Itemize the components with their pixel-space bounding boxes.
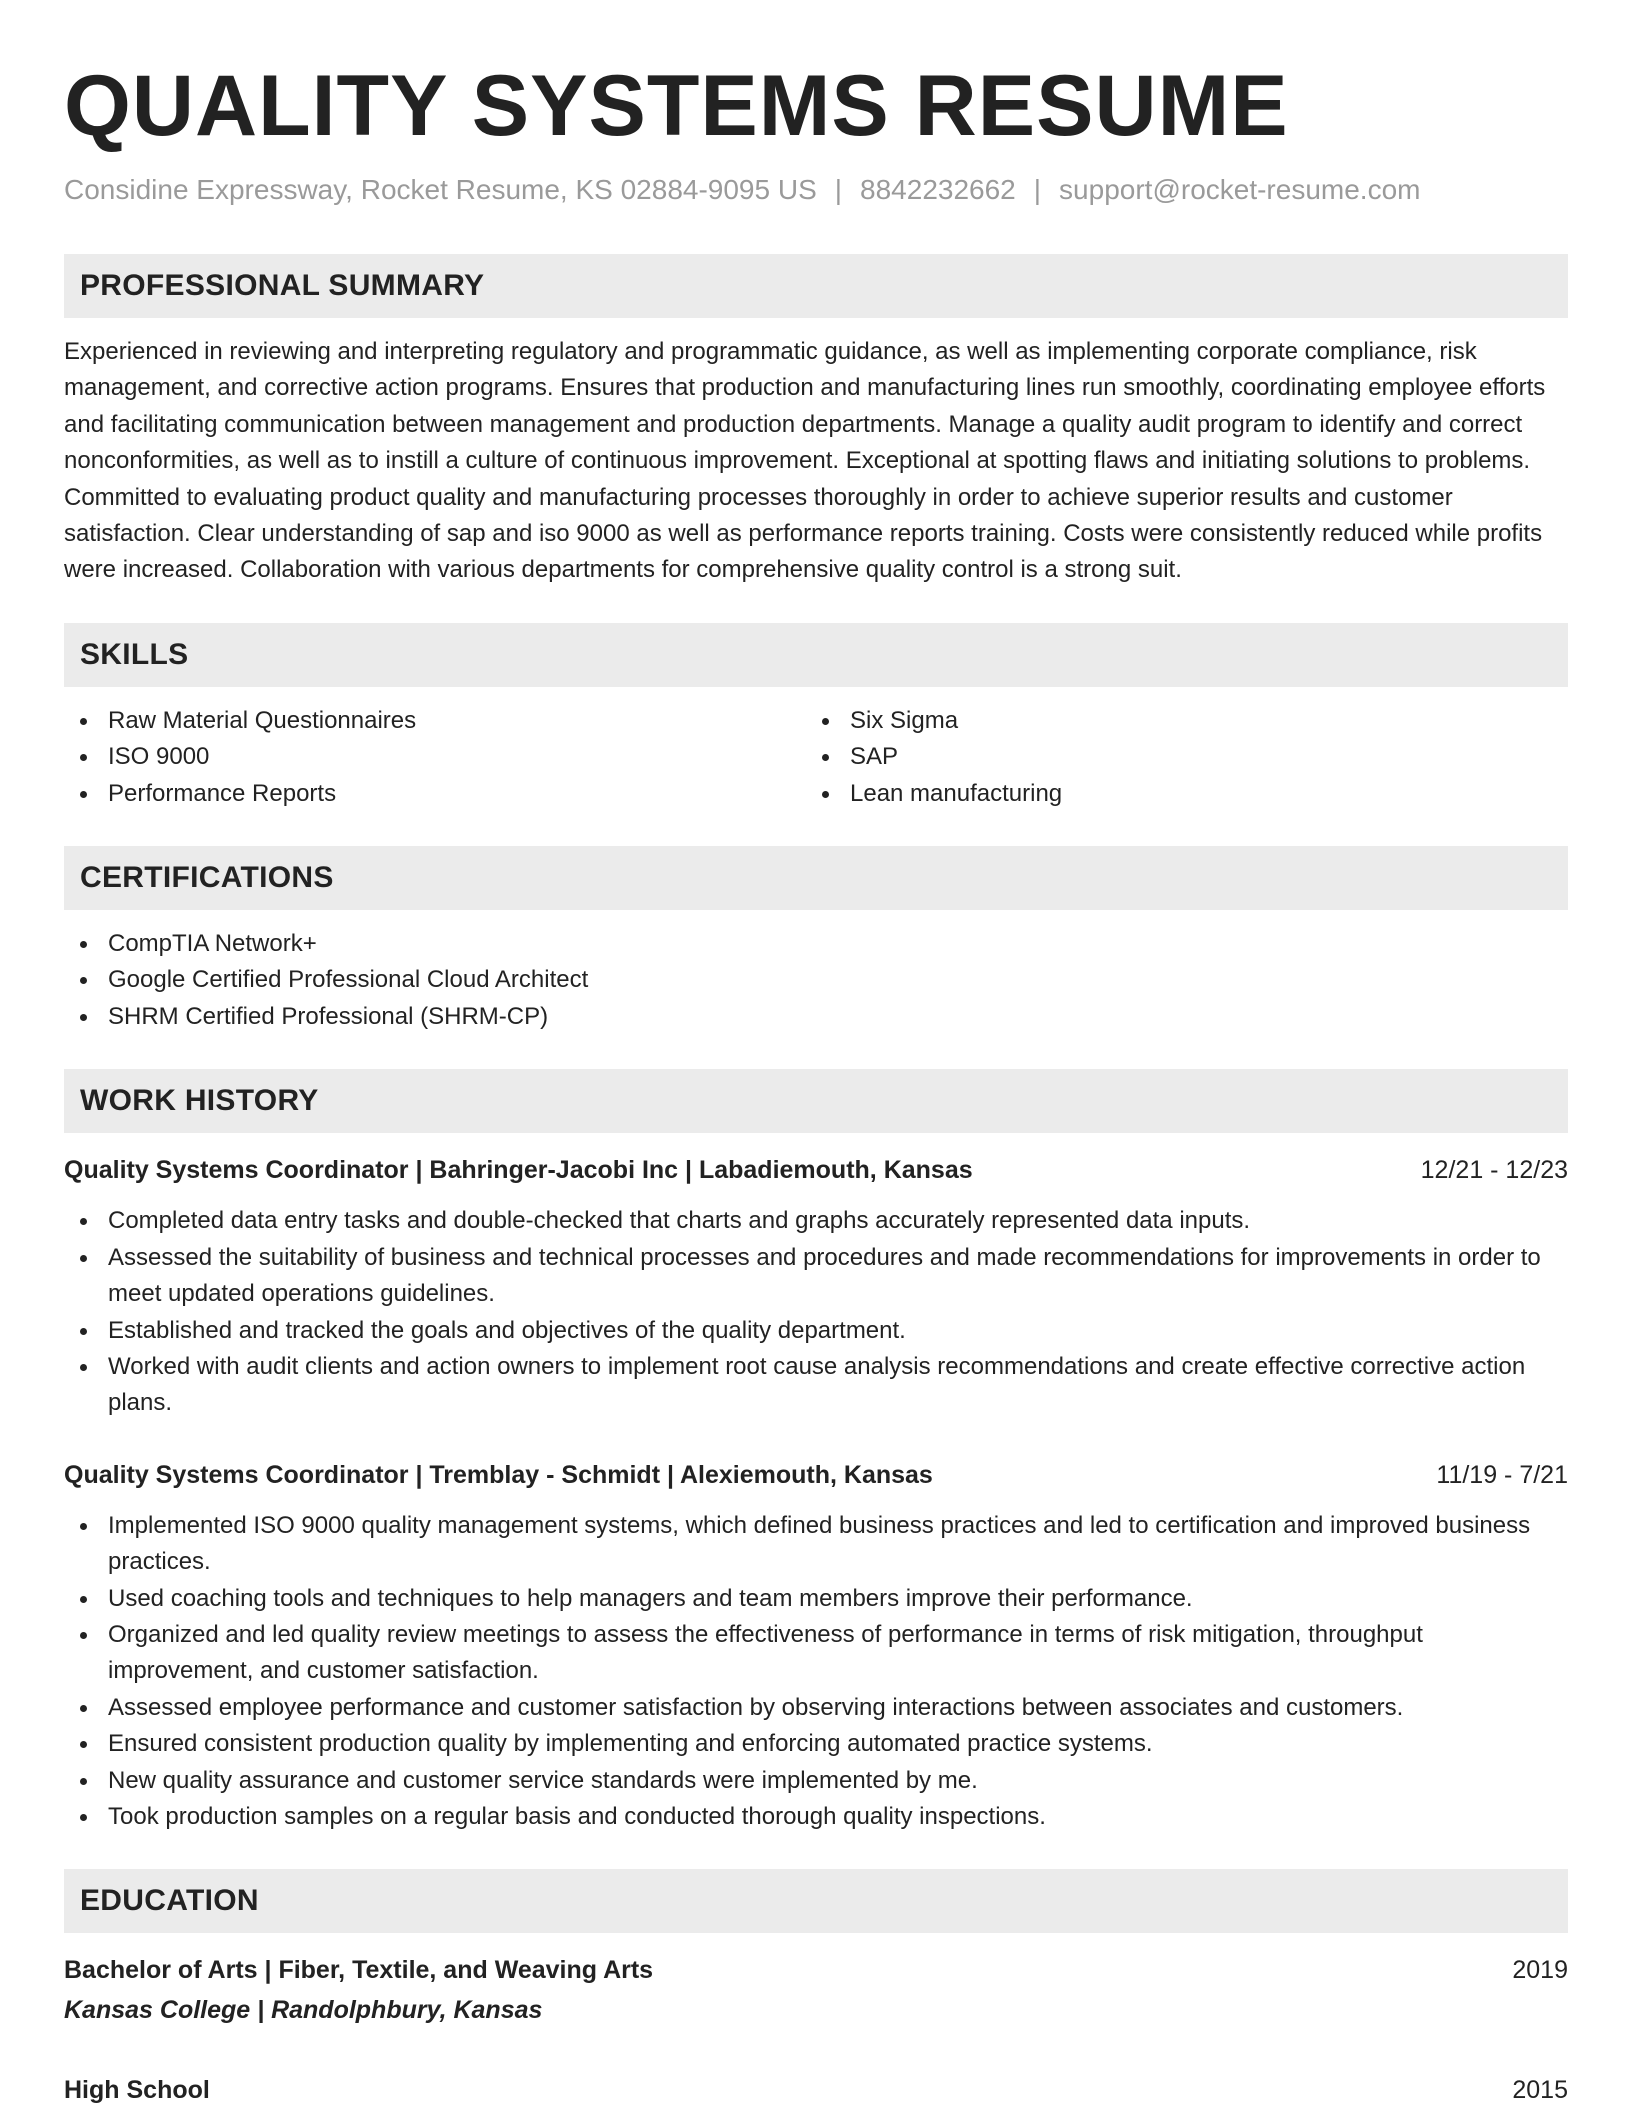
job-bullets [64,1508,1568,1836]
job-title: Quality Systems Coordinator | Tremblay - Schmidt | Alexiemouth, Kansas [64,1460,933,1489]
job-dates: 11/19 - 7/21 [1436,1460,1568,1489]
job-bullet: Completed data entry tasks and double-checked that charts and graphs accurately represented data inputs. [64,1203,1568,1239]
job-dates: 12/21 - 12/23 [1420,1156,1568,1185]
job-bullet: Implemented ISO 9000 quality management systems, which defined business practices and led to certification and improved business practices. [64,1508,1568,1581]
education-year: 2015 [1512,2076,1568,2105]
job-bullet: Established and tracked the goals and objectives of the quality department. [64,1313,1568,1349]
contact-separator: | [1033,174,1042,205]
job-bullet: Ensured consistent production quality by implementing and enforcing automated practice systems. [64,1726,1568,1762]
education-entry [64,2071,1568,2109]
skill-item: ISO 9000 [64,739,806,775]
contact-address: Considine Expressway, Rocket Resume, KS 02884-9095 US [64,174,817,205]
job-bullet: Assessed the suitability of business and technical processes and procedures and made recommendations for improvements in order to meet updated operations guidelines. [64,1240,1568,1313]
job-header [64,1456,1568,1494]
contact-phone: 8842232662 [860,174,1016,205]
summary-heading: PROFESSIONAL SUMMARY [64,254,1568,318]
job-entry [64,1456,1568,1836]
certification-item: SHRM Certified Professional (SHRM-CP) [64,999,1568,1035]
education-entry [64,1951,1568,2031]
contact-email: support@rocket-resume.com [1059,174,1421,205]
certification-item: Google Certified Professional Cloud Architect [64,962,1568,998]
skills-column-right [806,703,1548,812]
skill-item: Lean manufacturing [806,776,1548,812]
job-bullet: Worked with audit clients and action owners to implement root cause analysis recommendations and create effective corrective action plans. [64,1349,1568,1422]
work-history-heading: WORK HISTORY [64,1069,1568,1133]
skill-item: SAP [806,739,1548,775]
education-degree: Bachelor of Arts | Fiber, Textile, and Weaving Arts [64,1956,654,1985]
certifications-heading: CERTIFICATIONS [64,846,1568,910]
job-bullet: Organized and led quality review meetings to assess the effectiveness of performance in terms of risk mitigation, throughput improvement, and customer satisfaction. [64,1617,1568,1690]
education-degree: High School [64,2076,210,2105]
certification-item: CompTIA Network+ [64,926,1568,962]
job-bullet: Took production samples on a regular basis and conducted thorough quality inspections. [64,1799,1568,1835]
contact-line [64,170,1568,210]
job-bullet: Used coaching tools and techniques to help managers and team members improve their performance. [64,1581,1568,1617]
job-header [64,1151,1568,1189]
job-title: Quality Systems Coordinator | Bahringer-Jacobi Inc | Labadiemouth, Kansas [64,1156,973,1185]
skill-item: Raw Material Questionnaires [64,703,806,739]
education-year: 2019 [1512,1956,1568,1985]
education-heading: EDUCATION [64,1869,1568,1933]
education-header [64,1951,1568,1989]
job-bullet: New quality assurance and customer service standards were implemented by me. [64,1763,1568,1799]
education-school: Kansas College | Randolphbury, Kansas [64,1996,543,2025]
skill-item: Six Sigma [806,703,1548,739]
skills-list [64,703,1568,812]
contact-separator: | [834,174,843,205]
skill-item: Performance Reports [64,776,806,812]
job-bullet: Assessed employee performance and customer satisfaction by observing interactions between associates and customers. [64,1690,1568,1726]
education-header [64,2071,1568,2109]
summary-text: Experienced in reviewing and interpreting regulatory and programmatic guidance, as well as implementing corporate compliance, risk management, and corrective action programs. Ensures that production and manufacturing lines run smoothly, coordinating employee efforts and facilitating communication between management and production departments. Manage a quality audit program to identify and correct nonconformities, as well as to instill a culture of continuous improvement. Exceptional at spotting flaws and initiating solutions to problems. Committed to evaluating product quality and manufacturing processes thoroughly in order to achieve superior results and customer satisfaction. Clear understanding of sap and iso 9000 as well as performance reports training. Costs were consistently reduced while profits were increased. Collaboration with various departments for comprehensive quality control is a strong suit. [64,338,1546,584]
skills-column-left [64,703,806,812]
job-entry [64,1151,1568,1421]
skills-heading: SKILLS [64,623,1568,687]
resume-title: QUALITY SYSTEMS RESUME [64,58,1289,154]
job-bullets [64,1203,1568,1421]
certifications-list [64,926,1568,1035]
